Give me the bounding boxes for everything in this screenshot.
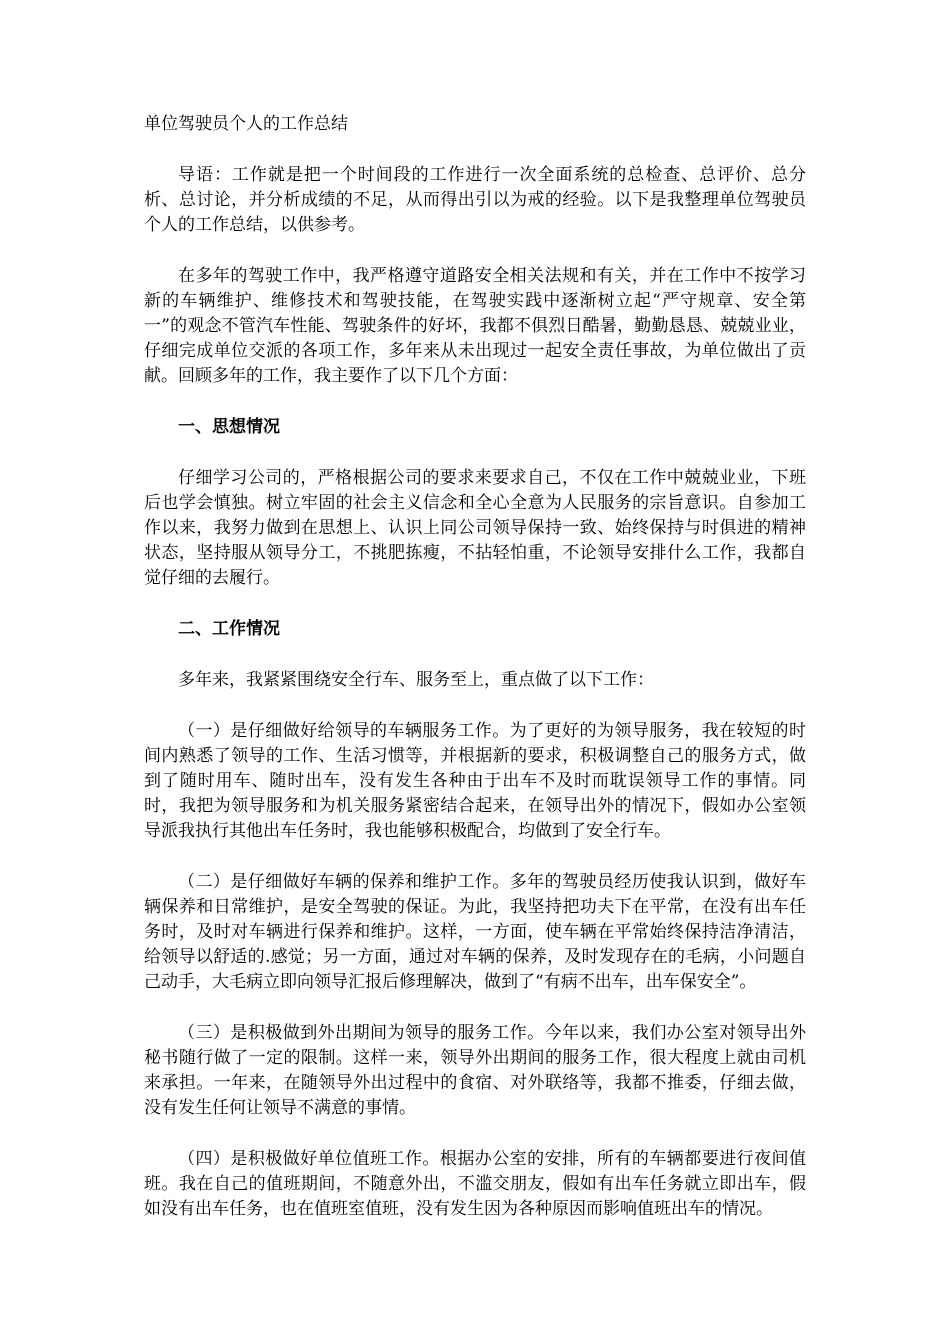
work-item-4: （四）是积极做好单位值班工作。根据办公室的安排，所有的车辆都要进行夜间值班。我在自己的值班期间，不随意外出，不滥交朋友，假如有出车任务就立即出车，假如没有出车任务，也在值班室值班，没有发生因为各种原因而影响值班出车的情况。: [144, 1149, 806, 1219]
document-title: 单位驾驶员个人的工作总结: [144, 114, 348, 134]
document-body: [144, 112, 806, 1248]
section-thought-paragraph: 仔细学习公司的，严格根据公司的要求来要求自己，不仅在工作中兢兢业业，下班后也学会慎独。树立牢固的社会主义信念和全心全意为人民服务的宗旨意识。自参加工作以来，我努力做到在思想上、认识上同公司领导保持一致、始终保持与时俱进的精神状态，坚持服从领导分工，不挑肥拣瘦，不拈轻怕重，不论领导安排什么工作，我都自觉仔细的去履行。: [144, 468, 806, 588]
section-heading-thought: 一、思想情况: [178, 417, 280, 437]
intro-paragraph: 导语：工作就是把一个时间段的工作进行一次全面系统的总检查、总评价、总分析、总讨论，并分析成绩的不足，从而得出引以为戒的经验。以下是我整理单位驾驶员个人的工作总结，以供参考。: [144, 165, 806, 235]
section-heading-work: 二、工作情况: [178, 619, 280, 639]
work-item-3: （三）是积极做到外出期间为领导的服务工作。今年以来，我们办公室对领导出外秘书随行做了一定的限制。这样一来，领导外出期间的服务工作，很大程度上就由司机来承担。一年来，在随领导外出过程中的食宿、对外联络等，我都不推委，仔细去做，没有发生任何让领导不满意的事情。: [144, 1023, 806, 1118]
work-item-2: （二）是仔细做好车辆的保养和维护工作。多年的驾驶员经历使我认识到，做好车辆保养和日常维护，是安全驾驶的保证。为此，我坚持把功夫下在平常，在没有出车任务时，及时对车辆进行保养和维护。这样，一方面，使车辆在平常始终保持洁净清洁，给领导以舒适的.感觉；另一方面，通过对车辆的保养，及时发现存在的毛病，小问题自己动手，大毛病立即向领导汇报后修理解决，做到了“有病不出车，出车保安全”。: [144, 872, 806, 992]
work-item-1: （一）是仔细做好给领导的车辆服务工作。为了更好的为领导服务，我在较短的时间内熟悉了领导的工作、生活习惯等，并根据新的要求，积极调整自己的服务方式，做到了随时用车、随时出车，没有发生各种由于出车不及时而耽误领导工作的事情。同时，我把为领导服务和为机关服务紧密结合起来，在领导出外的情况下，假如办公室领导派我执行其他出车任务时，我也能够积极配合，均做到了安全行车。: [144, 721, 806, 841]
section-work-intro: 多年来，我紧紧围绕安全行车、服务至上，重点做了以下工作：: [178, 670, 654, 690]
opening-paragraph: 在多年的驾驶工作中，我严格遵守道路安全相关法规和有关，并在工作中不按学习新的车辆维护、维修技术和驾驶技能，在驾驶实践中逐渐树立起“严守规章、安全第一”的观念不管汽车性能、驾驶条件的好坏，我都不俱烈日酷暑，勤勤恳恳、兢兢业业，仔细完成单位交派的各项工作，多年来从未出现过一起安全责任事故，为单位做出了贡献。回顾多年的工作，我主要作了以下几个方面：: [144, 266, 806, 386]
